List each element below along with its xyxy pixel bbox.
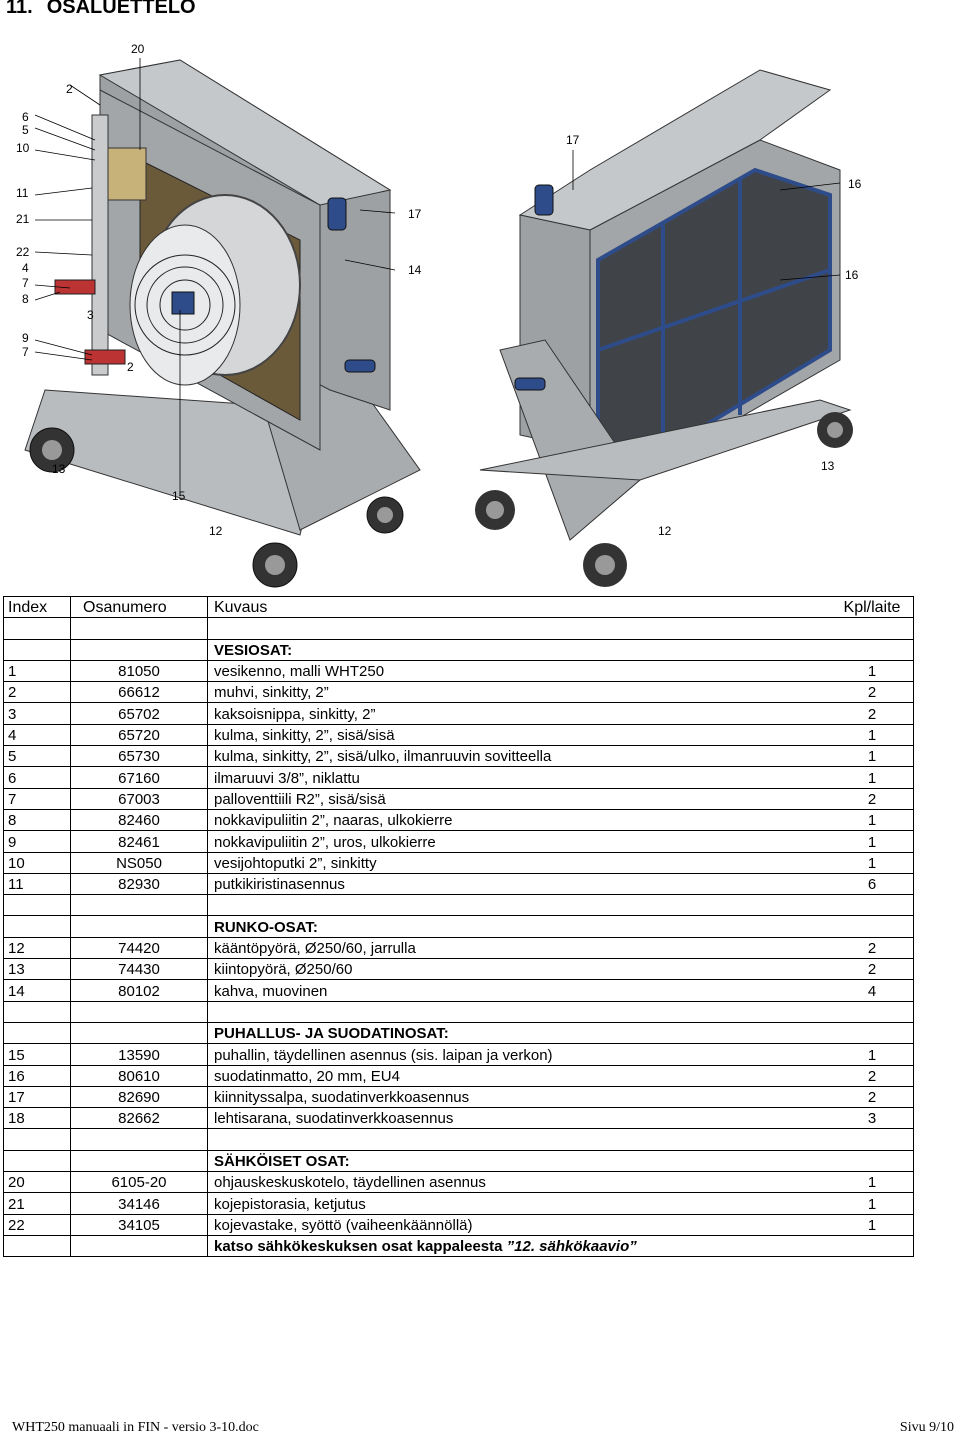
- cell-quantity: 1: [831, 809, 914, 830]
- blank-cell: [831, 1235, 914, 1256]
- cell-part-number: 65720: [71, 724, 208, 745]
- cell-quantity: 1: [831, 1214, 914, 1235]
- heading-title: OSALUETTELO: [46, 0, 196, 18]
- cell-description: ohjauskeskuskotelo, täydellinen asennus: [208, 1172, 832, 1193]
- blank-cell: [71, 1150, 208, 1171]
- cell-index: 15: [4, 1044, 71, 1065]
- blank-cell: [4, 639, 71, 660]
- cell-quantity: 1: [831, 746, 914, 767]
- cell-description: vesijohtoputki 2”, sinkitty: [208, 852, 832, 873]
- cell-part-number: 74430: [71, 959, 208, 980]
- cell-description: lehtisarana, suodatinverkkoasennus: [208, 1108, 832, 1129]
- callout-11: 11: [16, 186, 29, 200]
- cell-quantity: 1: [831, 1044, 914, 1065]
- heading-number: 11.: [6, 0, 33, 18]
- table-row: [4, 1108, 914, 1129]
- cell-quantity: 2: [831, 788, 914, 809]
- blank-row: [4, 618, 914, 639]
- cell-quantity: 1: [831, 724, 914, 745]
- table-row: [4, 660, 914, 681]
- cell-quantity: 2: [831, 937, 914, 958]
- callout-2a: 2: [66, 82, 73, 96]
- cell-part-number: 66612: [71, 682, 208, 703]
- cell-part-number: 82690: [71, 1086, 208, 1107]
- note-cell: [208, 1235, 832, 1256]
- blank-cell: [831, 916, 914, 937]
- cell-quantity: 1: [831, 660, 914, 681]
- note-reference: ”12. sähkökaavio”: [506, 1238, 637, 1256]
- table-row: [4, 1193, 914, 1214]
- callout-15: 15: [172, 489, 186, 503]
- cell-description: suodatinmatto, 20 mm, EU4: [208, 1065, 832, 1086]
- cell-index: 1: [4, 660, 71, 681]
- cell-part-number: 34105: [71, 1214, 208, 1235]
- blank-cell: [831, 1001, 914, 1022]
- cell-part-number: 80102: [71, 980, 208, 1001]
- cell-quantity: 6: [831, 873, 914, 894]
- blank-cell: [4, 1022, 71, 1043]
- cell-description: vesikenno, malli WHT250: [208, 660, 832, 681]
- cell-index: 12: [4, 937, 71, 958]
- table-row: [4, 873, 914, 894]
- blank-cell: [208, 1001, 832, 1022]
- cell-description: nokkavipuliitin 2”, naaras, ulkokierre: [208, 809, 832, 830]
- cell-description: kääntöpyörä, Ø250/60, jarrulla: [208, 937, 832, 958]
- blank-cell: [831, 895, 914, 916]
- table-row: [4, 1214, 914, 1235]
- callout-22: 22: [16, 245, 30, 259]
- table-row: [4, 788, 914, 809]
- cell-quantity: 4: [831, 980, 914, 1001]
- table-row: [4, 724, 914, 745]
- cell-part-number: 82461: [71, 831, 208, 852]
- cell-quantity: 1: [831, 767, 914, 788]
- cell-quantity: 1: [831, 1172, 914, 1193]
- blank-cell: [831, 618, 914, 639]
- cell-quantity: 2: [831, 1086, 914, 1107]
- callout-12b: 12: [658, 524, 672, 538]
- callout-3: 3: [87, 308, 94, 322]
- callout-13b: 13: [821, 459, 835, 473]
- callout-10: 10: [16, 141, 30, 155]
- blank-cell: [4, 1129, 71, 1150]
- right-unit-drawing: [475, 70, 853, 587]
- callout-2b: 2: [127, 360, 134, 374]
- blank-cell: [71, 618, 208, 639]
- cell-part-number: 82930: [71, 873, 208, 894]
- blank-cell: [4, 1001, 71, 1022]
- section-title: PUHALLUS- JA SUODATINOSAT:: [208, 1022, 832, 1043]
- cell-description: kaksoisnippa, sinkitty, 2”: [208, 703, 832, 724]
- cell-index: 11: [4, 873, 71, 894]
- section-title: SÄHKÖISET OSAT:: [208, 1150, 832, 1171]
- page-heading: [6, 0, 196, 19]
- blank-cell: [208, 618, 832, 639]
- callout-16b: 16: [845, 268, 859, 282]
- table-row: [4, 1086, 914, 1107]
- table-row: [4, 746, 914, 767]
- cell-index: 3: [4, 703, 71, 724]
- table-row: [4, 1065, 914, 1086]
- callout-9: 9: [22, 331, 29, 345]
- callout-21: 21: [16, 212, 30, 226]
- parts-list-table: [3, 596, 914, 1257]
- header-index: Index: [4, 597, 71, 618]
- section-title: VESIOSAT:: [208, 639, 832, 660]
- cell-part-number: 65730: [71, 746, 208, 767]
- cell-quantity: 2: [831, 703, 914, 724]
- blank-cell: [71, 916, 208, 937]
- cell-index: 14: [4, 980, 71, 1001]
- callout-14: 14: [408, 263, 422, 277]
- cell-part-number: 82460: [71, 809, 208, 830]
- cell-quantity: 1: [831, 831, 914, 852]
- cell-index: 18: [4, 1108, 71, 1129]
- blank-cell: [71, 639, 208, 660]
- callout-16a: 16: [848, 177, 862, 191]
- note-text: katso sähkökeskuksen osat kappaleesta: [214, 1238, 507, 1256]
- header-quantity: Kpl/laite: [831, 597, 914, 618]
- exploded-parts-figure: [0, 30, 960, 590]
- cell-index: 8: [4, 809, 71, 830]
- table-row: [4, 831, 914, 852]
- cell-quantity: 1: [831, 852, 914, 873]
- cell-description: kulma, sinkitty, 2”, sisä/ulko, ilmanruuvin sovitteella: [208, 746, 832, 767]
- callout-17a: 17: [566, 133, 580, 147]
- blank-cell: [4, 618, 71, 639]
- blank-cell: [831, 1150, 914, 1171]
- cell-part-number: 65702: [71, 703, 208, 724]
- blank-cell: [71, 1129, 208, 1150]
- cell-quantity: 1: [831, 1193, 914, 1214]
- section-title-row: [4, 1150, 914, 1171]
- table-row: [4, 1044, 914, 1065]
- section-title-row: [4, 639, 914, 660]
- callout-4: 4: [22, 261, 29, 275]
- cell-quantity: 3: [831, 1108, 914, 1129]
- section-title-row: [4, 916, 914, 937]
- blank-cell: [71, 895, 208, 916]
- cell-index: 17: [4, 1086, 71, 1107]
- table-row: [4, 852, 914, 873]
- table-row: [4, 980, 914, 1001]
- header-description: Kuvaus: [208, 597, 832, 618]
- footer-page-number: Sivu 9/10: [899, 1420, 954, 1435]
- blank-cell: [4, 916, 71, 937]
- cell-description: palloventtiili R2”, sisä/sisä: [208, 788, 832, 809]
- cell-index: 22: [4, 1214, 71, 1235]
- cell-part-number: NS050: [71, 852, 208, 873]
- cell-index: 7: [4, 788, 71, 809]
- table-row: [4, 1172, 914, 1193]
- cell-description: ilmaruuvi 3/8”, niklattu: [208, 767, 832, 788]
- blank-row: [4, 1001, 914, 1022]
- table-row: [4, 682, 914, 703]
- blank-cell: [4, 1235, 71, 1256]
- callout-20: 20: [131, 42, 145, 56]
- table-row: [4, 767, 914, 788]
- blank-cell: [71, 1235, 208, 1256]
- cell-index: 13: [4, 959, 71, 980]
- cell-part-number: 67003: [71, 788, 208, 809]
- cell-description: putkikiristinasennus: [208, 873, 832, 894]
- cell-description: puhallin, täydellinen asennus (sis. laipan ja verkon): [208, 1044, 832, 1065]
- cell-part-number: 6105-20: [71, 1172, 208, 1193]
- cell-part-number: 81050: [71, 660, 208, 681]
- left-unit-drawing: [25, 60, 420, 587]
- blank-cell: [71, 1022, 208, 1043]
- table-header-row: [4, 597, 914, 618]
- section-title-row: [4, 1022, 914, 1043]
- table-row: [4, 809, 914, 830]
- cell-description: kiintopyörä, Ø250/60: [208, 959, 832, 980]
- blank-cell: [4, 895, 71, 916]
- cell-index: 2: [4, 682, 71, 703]
- cell-description: kojepistorasia, ketjutus: [208, 1193, 832, 1214]
- cell-quantity: 2: [831, 682, 914, 703]
- callout-17b: 17: [408, 207, 422, 221]
- callout-12a: 12: [209, 524, 223, 538]
- blank-cell: [208, 1129, 832, 1150]
- blank-row: [4, 895, 914, 916]
- cell-index: 10: [4, 852, 71, 873]
- table-row: [4, 703, 914, 724]
- callout-7a: 7: [22, 276, 29, 290]
- callout-6: 6: [22, 110, 29, 124]
- cell-index: 16: [4, 1065, 71, 1086]
- cell-part-number: 82662: [71, 1108, 208, 1129]
- header-part-number: Osanumero: [71, 597, 208, 618]
- cell-part-number: 34146: [71, 1193, 208, 1214]
- section-title: RUNKO-OSAT:: [208, 916, 832, 937]
- cell-index: 20: [4, 1172, 71, 1193]
- cell-description: kojevastake, syöttö (vaiheenkäännöllä): [208, 1214, 832, 1235]
- callout-13a: 13: [52, 462, 66, 476]
- cell-description: kahva, muovinen: [208, 980, 832, 1001]
- cell-index: 6: [4, 767, 71, 788]
- cell-part-number: 13590: [71, 1044, 208, 1065]
- footer-document-name: WHT250 manuaali in FIN - versio 3-10.doc: [12, 1420, 259, 1435]
- callout-5: 5: [22, 123, 29, 137]
- cell-part-number: 74420: [71, 937, 208, 958]
- cell-description: nokkavipuliitin 2”, uros, ulkokierre: [208, 831, 832, 852]
- cell-part-number: 67160: [71, 767, 208, 788]
- cell-index: 5: [4, 746, 71, 767]
- cell-description: kiinnityssalpa, suodatinverkkoasennus: [208, 1086, 832, 1107]
- table-row: [4, 959, 914, 980]
- cell-description: kulma, sinkitty, 2”, sisä/sisä: [208, 724, 832, 745]
- table-row: [4, 937, 914, 958]
- cell-description: muhvi, sinkitty, 2”: [208, 682, 832, 703]
- cell-index: 21: [4, 1193, 71, 1214]
- cell-quantity: 2: [831, 959, 914, 980]
- cell-part-number: 80610: [71, 1065, 208, 1086]
- unit-illustration: [0, 30, 960, 590]
- cell-index: 9: [4, 831, 71, 852]
- callout-7b: 7: [22, 345, 29, 359]
- blank-cell: [4, 1150, 71, 1171]
- cell-index: 4: [4, 724, 71, 745]
- blank-cell: [831, 639, 914, 660]
- cell-quantity: 2: [831, 1065, 914, 1086]
- blank-cell: [208, 895, 832, 916]
- blank-cell: [831, 1022, 914, 1043]
- callout-8: 8: [22, 292, 29, 306]
- blank-cell: [831, 1129, 914, 1150]
- blank-row: [4, 1129, 914, 1150]
- blank-cell: [71, 1001, 208, 1022]
- note-row: [4, 1235, 914, 1256]
